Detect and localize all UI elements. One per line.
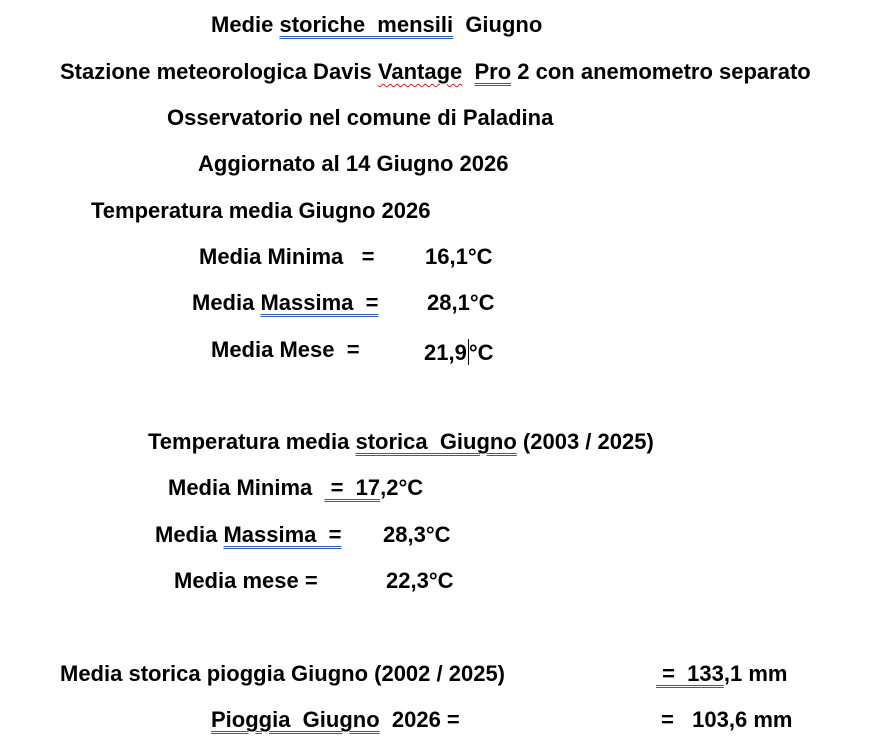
historical-min-row: Media Minima = 17,2°C (168, 475, 424, 500)
historical-rain-label: Media storica pioggia Giugno (2002 / 2025) (60, 661, 506, 686)
historical-mean-value: 22,3°C (386, 568, 454, 593)
current-mean-label: Media Mese = (211, 337, 360, 362)
current-min-value: 16,1°C (425, 244, 493, 269)
current-rain-label: Pioggia Giugno 2026 = (211, 707, 460, 732)
spellcheck-underlined-text: Pioggia Giugno (211, 707, 380, 732)
current-rain-value: = 103,6 mm (661, 707, 793, 732)
spellcheck-underlined-text: = 17 (324, 475, 381, 500)
spellcheck-underlined-text: storiche mensili (279, 12, 454, 37)
spellcheck-underlined-text: storica Giugno (355, 429, 517, 454)
historical-rain-value: = 133,1 mm (656, 661, 788, 686)
spellcheck-underlined-text: Massima = (260, 290, 379, 315)
spellcheck-underlined-text: = 133 (656, 661, 724, 686)
updated-line: Aggiornato al 14 Giugno 2026 (198, 151, 509, 176)
spellcheck-underlined-text: Pro (474, 59, 512, 84)
current-min-label: Media Minima = (199, 244, 375, 269)
current-mean-value: 21,9°C (424, 340, 494, 365)
spellcheck-underlined-text: Vantage (377, 59, 463, 84)
document-title: Medie storiche mensili Giugno (211, 12, 543, 37)
current-temperature-heading: Temperatura media Giugno 2026 (91, 198, 431, 223)
spellcheck-underlined-text: Massima = (223, 522, 342, 547)
historical-temperature-heading: Temperatura media storica Giugno (2003 / 2025) (148, 429, 654, 454)
station-line: Stazione meteorologica Davis Vantage Pro 2 con anemometro separato (60, 59, 811, 84)
historical-mean-label: Media mese = (174, 568, 318, 593)
historical-max-label: Media Massima = (155, 522, 342, 547)
current-max-value: 28,1°C (427, 290, 495, 315)
observatory-line: Osservatorio nel comune di Paladina (167, 105, 554, 130)
historical-max-value: 28,3°C (383, 522, 451, 547)
current-max-label: Media Massima = (192, 290, 379, 315)
